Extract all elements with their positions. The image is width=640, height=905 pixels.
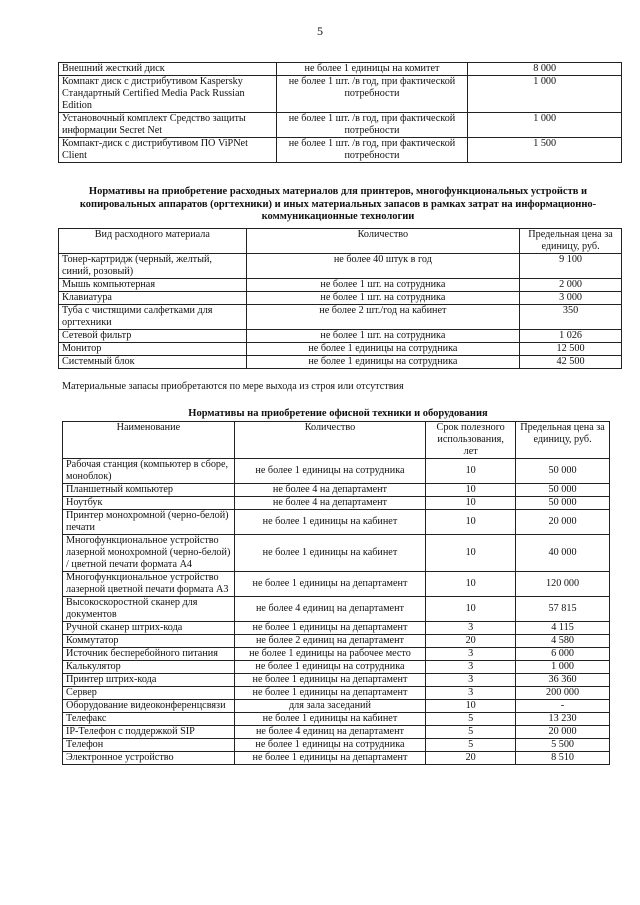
item-name: Высокоскоростной сканер для документов — [63, 597, 235, 622]
item-price: 3 000 — [520, 292, 622, 305]
item-price: 1 000 — [516, 661, 610, 674]
table-row — [59, 76, 622, 113]
item-name: Принтер штрих-кода — [63, 674, 235, 687]
item-price: 200 000 — [516, 687, 610, 700]
item-price: 8 510 — [516, 752, 610, 765]
table-row — [59, 305, 622, 330]
item-name: Многофункциональное устройство лазерной цветной печати формата А3 — [63, 572, 235, 597]
item-price: 1 500 — [468, 138, 622, 163]
item-quantity: не более 4 единиц на департамент — [234, 597, 425, 622]
table-row — [59, 292, 622, 305]
item-name: Ручной сканер штрих-кода — [63, 622, 235, 635]
page-number: 5 — [317, 24, 323, 38]
col-material-type: Вид расходного материала — [59, 229, 247, 254]
table-row — [63, 597, 610, 622]
item-price: 50 000 — [516, 459, 610, 484]
table-row — [63, 661, 610, 674]
item-price: 13 230 — [516, 713, 610, 726]
item-name: Тонер-картридж (черный, желтый, синий, розовый) — [59, 254, 247, 279]
item-quantity: не более 1 единицы на департамент — [234, 674, 425, 687]
col-name: Наименование — [63, 422, 235, 459]
col-max-price: Предельная цена за единицу, руб. — [520, 229, 622, 254]
item-quantity: не более 40 штук в год — [246, 254, 519, 279]
item-service-life: 10 — [426, 572, 516, 597]
item-service-life: 10 — [426, 535, 516, 572]
table-row — [63, 739, 610, 752]
table-row — [63, 635, 610, 648]
item-name: Клавиатура — [59, 292, 247, 305]
item-price: 1 000 — [468, 76, 622, 113]
item-price: 57 815 — [516, 597, 610, 622]
item-service-life: 3 — [426, 674, 516, 687]
item-service-life: 20 — [426, 635, 516, 648]
item-quantity: не более 1 единицы на департамент — [234, 622, 425, 635]
item-service-life: 5 — [426, 713, 516, 726]
item-price: 1 026 — [520, 330, 622, 343]
item-service-life: 5 — [426, 739, 516, 752]
table-row — [63, 687, 610, 700]
item-price: 1 000 — [468, 113, 622, 138]
item-quantity: не более 1 единицы на сотрудника — [246, 356, 519, 369]
item-service-life: 3 — [426, 622, 516, 635]
item-price: 9 100 — [520, 254, 622, 279]
table-row — [63, 752, 610, 765]
item-price: 50 000 — [516, 497, 610, 510]
item-name: Внешний жесткий диск — [59, 63, 277, 76]
item-price: 5 500 — [516, 739, 610, 752]
table-row — [63, 648, 610, 661]
item-service-life: 3 — [426, 687, 516, 700]
item-price: 4 580 — [516, 635, 610, 648]
table-row — [63, 622, 610, 635]
item-quantity: не более 1 шт. на сотрудника — [246, 279, 519, 292]
item-price: 350 — [520, 305, 622, 330]
item-quantity: не более 1 единицы на сотрудника — [246, 343, 519, 356]
table-row — [63, 674, 610, 687]
item-name: Оборудование видеоконференцсвязи — [63, 700, 235, 713]
item-name: Телефакс — [63, 713, 235, 726]
item-name: Компакт диск с дистрибутивом Kaspersky Стандартный Certified Media Pack Russian Edition — [59, 76, 277, 113]
item-quantity: не более 1 шт. на сотрудника — [246, 292, 519, 305]
item-price: 42 500 — [520, 356, 622, 369]
office-equipment-heading: Нормативы на приобретение офисной техники и оборудования — [188, 408, 488, 419]
item-quantity: не более 1 единицы на рабочее место — [234, 648, 425, 661]
table-row — [59, 356, 622, 369]
table-row — [63, 572, 610, 597]
table-row — [59, 279, 622, 292]
item-quantity: не более 2 единиц на департамент — [234, 635, 425, 648]
col-max-price: Предельная цена за единицу, руб. — [516, 422, 610, 459]
item-name: Планшетный компьютер — [63, 484, 235, 497]
item-name: Калькулятор — [63, 661, 235, 674]
table-row — [63, 726, 610, 739]
item-quantity: не более 1 единицы на кабинет — [234, 713, 425, 726]
col-quantity: Количество — [234, 422, 425, 459]
item-quantity: не более 1 единицы на комитет — [276, 63, 468, 76]
table-row — [59, 113, 622, 138]
item-quantity: не более 1 шт. /в год, при фактической потребности — [276, 138, 468, 163]
item-name: Установочный комплект Средство защиты информации Secret Net — [59, 113, 277, 138]
item-name: Мышь компьютерная — [59, 279, 247, 292]
item-service-life: 10 — [426, 510, 516, 535]
item-quantity: для зала заседаний — [234, 700, 425, 713]
item-quantity: не более 1 единицы на кабинет — [234, 510, 425, 535]
item-name: Ноутбук — [63, 497, 235, 510]
item-price: 6 000 — [516, 648, 610, 661]
item-name: Рабочая станция (компьютер в сборе, моноблок) — [63, 459, 235, 484]
item-name: Телефон — [63, 739, 235, 752]
item-quantity: не более 4 на департамент — [234, 497, 425, 510]
table-row — [59, 330, 622, 343]
item-quantity: не более 1 шт. /в год, при фактической потребности — [276, 113, 468, 138]
table-row — [59, 138, 622, 163]
item-price: 8 000 — [468, 63, 622, 76]
item-name: Туба с чистящими салфетками для оргтехники — [59, 305, 247, 330]
item-service-life: 10 — [426, 700, 516, 713]
item-service-life: 5 — [426, 726, 516, 739]
item-name: IP-Телефон с поддержкой SIP — [63, 726, 235, 739]
item-price: 20 000 — [516, 510, 610, 535]
consumables-note: Материальные запасы приобретаются по мере выхода из строя или отсутствия — [62, 381, 404, 392]
col-quantity: Количество — [246, 229, 519, 254]
item-name: Компакт-диск с дистрибутивом ПО ViPNet Client — [59, 138, 277, 163]
item-name: Сетевой фильтр — [59, 330, 247, 343]
item-service-life: 10 — [426, 459, 516, 484]
item-quantity: не более 1 единицы на департамент — [234, 687, 425, 700]
col-service-life: Срок полезного использования, лет — [426, 422, 516, 459]
table-row — [63, 535, 610, 572]
item-quantity: не более 1 единицы на департамент — [234, 752, 425, 765]
item-quantity: не более 2 шт./год на кабинет — [246, 305, 519, 330]
item-name: Сервер — [63, 687, 235, 700]
item-service-life: 3 — [426, 661, 516, 674]
item-quantity: не более 4 на департамент — [234, 484, 425, 497]
item-name: Принтер монохромной (черно-белой) печати — [63, 510, 235, 535]
item-quantity: не более 1 единицы на сотрудника — [234, 739, 425, 752]
table-row — [59, 254, 622, 279]
consumables-heading: Нормативы на приобретение расходных материалов для принтеров, многофункциональных устройств и копировальных аппаратов (оргтехники) и иных материальных запасов в рамках затрат на информационно-коммуникационные технологии — [79, 186, 597, 222]
item-price: 4 115 — [516, 622, 610, 635]
table-row — [63, 459, 610, 484]
item-service-life: 10 — [426, 484, 516, 497]
table-row — [63, 497, 610, 510]
item-quantity: не более 1 единицы на кабинет — [234, 535, 425, 572]
item-name: Многофункциональное устройство лазерной монохромной (черно-белой) / цветной печати формата А4 — [63, 535, 235, 572]
table-row — [59, 343, 622, 356]
item-quantity: не более 1 единицы на сотрудника — [234, 661, 425, 674]
item-name: Монитор — [59, 343, 247, 356]
item-price: 120 000 — [516, 572, 610, 597]
item-name: Электронное устройство — [63, 752, 235, 765]
item-price: - — [516, 700, 610, 713]
ict-media-table — [58, 62, 622, 163]
item-service-life: 10 — [426, 497, 516, 510]
item-service-life: 20 — [426, 752, 516, 765]
item-service-life: 3 — [426, 648, 516, 661]
item-price: 20 000 — [516, 726, 610, 739]
item-name: Источник бесперебойного питания — [63, 648, 235, 661]
table-row — [63, 510, 610, 535]
item-name: Коммутатор — [63, 635, 235, 648]
item-price: 40 000 — [516, 535, 610, 572]
item-quantity: не более 1 шт. на сотрудника — [246, 330, 519, 343]
item-quantity: не более 1 шт. /в год, при фактической потребности — [276, 76, 468, 113]
item-quantity: не более 1 единицы на сотрудника — [234, 459, 425, 484]
table-row — [63, 713, 610, 726]
item-name: Системный блок — [59, 356, 247, 369]
consumables-table — [58, 228, 622, 369]
table-row — [63, 700, 610, 713]
item-price: 36 360 — [516, 674, 610, 687]
item-service-life: 10 — [426, 597, 516, 622]
table-row — [63, 484, 610, 497]
item-quantity: не более 4 единиц на департамент — [234, 726, 425, 739]
table-row — [59, 63, 622, 76]
office-equipment-table — [62, 421, 610, 765]
item-price: 12 500 — [520, 343, 622, 356]
item-price: 2 000 — [520, 279, 622, 292]
item-quantity: не более 1 единицы на департамент — [234, 572, 425, 597]
item-price: 50 000 — [516, 484, 610, 497]
